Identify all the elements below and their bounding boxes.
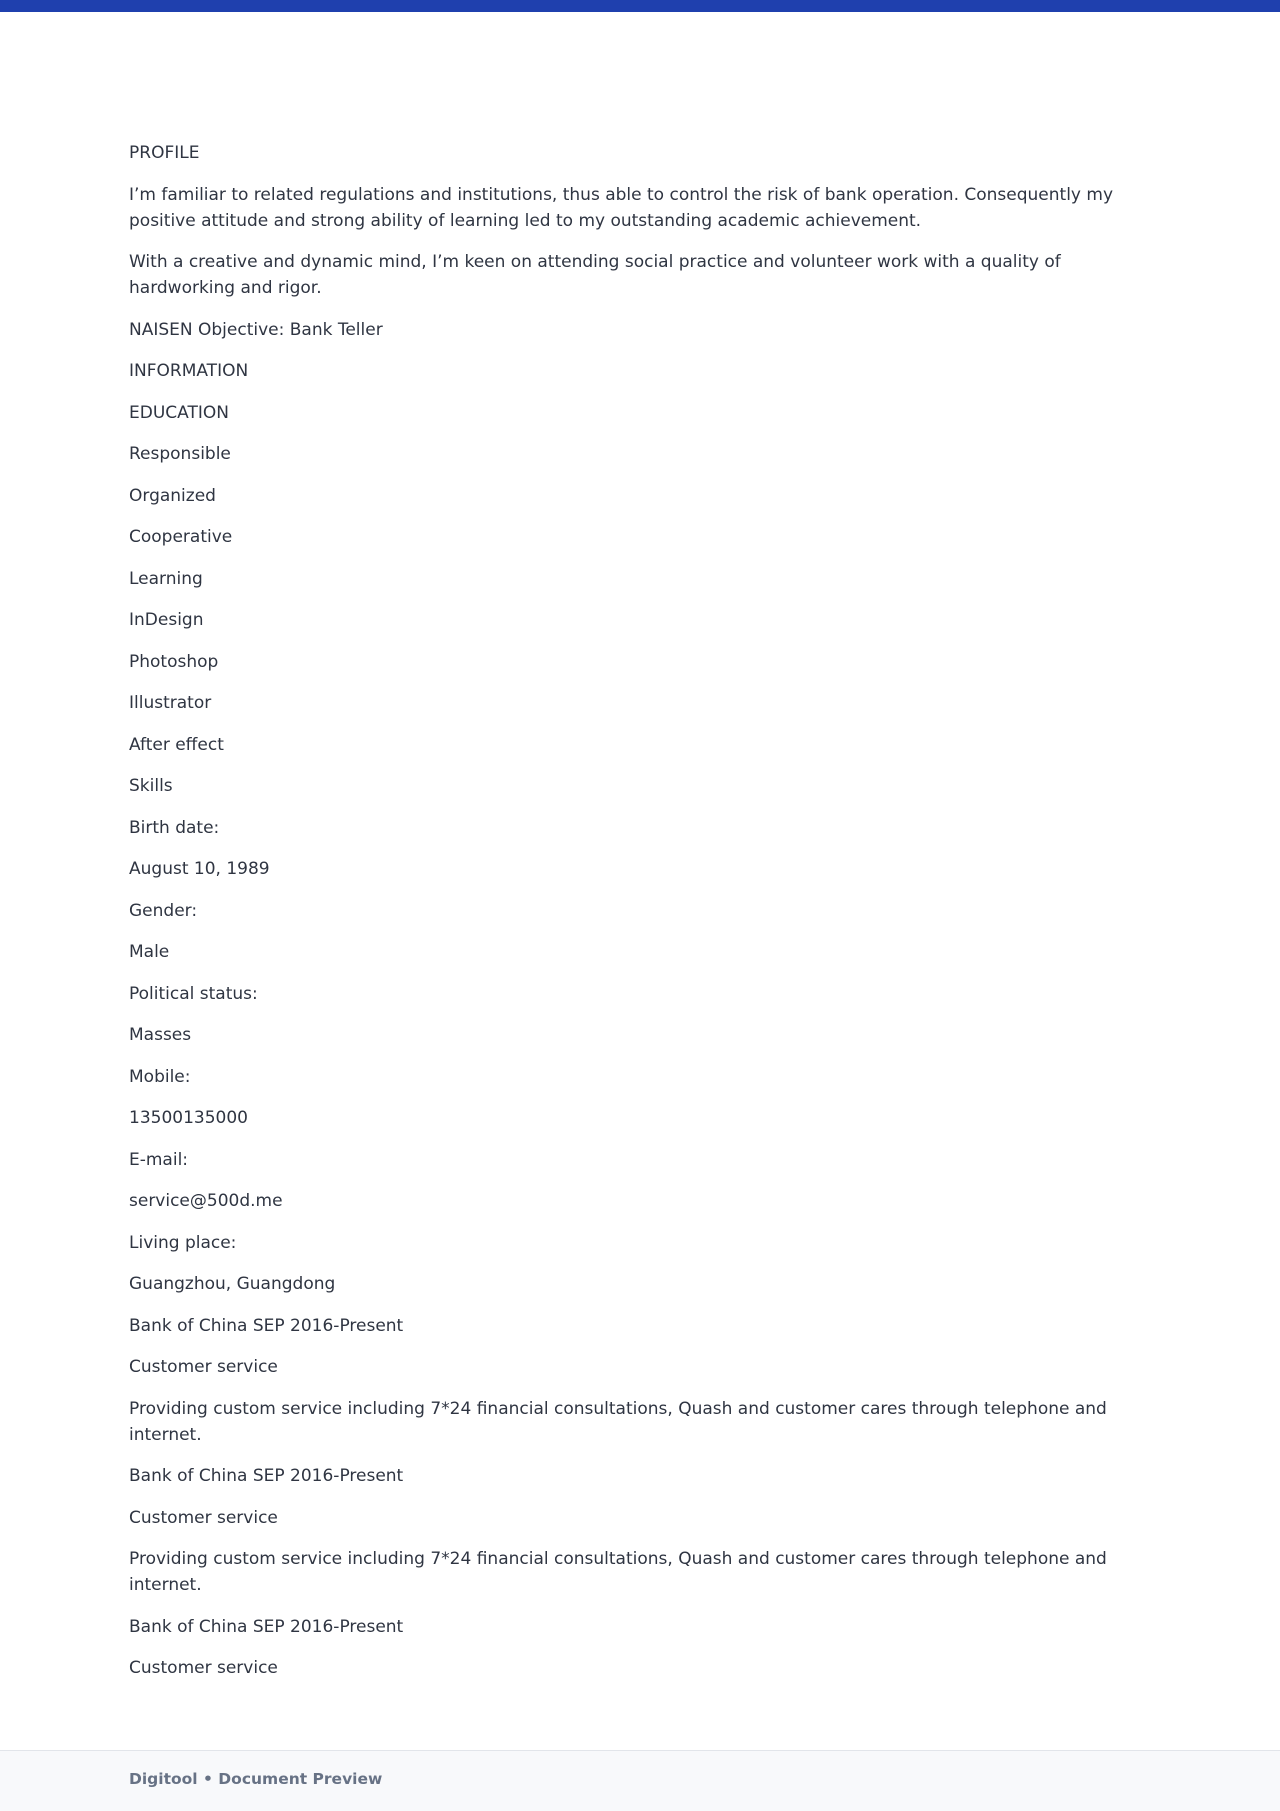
document-paragraph: Guangzhou, Guangdong <box>129 1274 336 1294</box>
document-paragraph: Customer service <box>129 1658 278 1678</box>
document-paragraph: With a creative and dynamic mind, I’m keen on attending social practice and volunteer work with a quality of hardworking and rigor. <box>129 252 1061 298</box>
document-paragraph: Political status: <box>129 983 258 1004</box>
document-paragraph: I’m familiar to related regulations and institutions, thus able to control the risk of bank operation. Consequently my positive attitude and strong ability of learning led to my outstanding academic achievement. <box>129 184 1114 231</box>
footer <box>0 1750 1280 1811</box>
document-paragraph: Mobile: <box>129 1066 191 1087</box>
document-body <box>129 140 1159 1697</box>
document-paragraph: Masses <box>129 1025 192 1045</box>
document-paragraph: Illustrator <box>129 693 212 713</box>
document-paragraph: Birth date: <box>129 817 220 838</box>
document-paragraph: Living place: <box>129 1232 237 1253</box>
document-paragraph: Bank of China SEP 2016-Present <box>129 1466 404 1486</box>
document-paragraph: Customer service <box>129 1507 278 1528</box>
document-paragraph: Male <box>129 942 170 962</box>
document-paragraph: E-mail: <box>129 1149 189 1170</box>
document-paragraph: Gender: <box>129 900 198 921</box>
document-paragraph: After effect <box>129 734 224 755</box>
document-paragraph: EDUCATION <box>129 402 229 423</box>
document-paragraph: Bank of China SEP 2016-Present <box>129 1315 404 1336</box>
document-paragraph: Customer service <box>129 1357 278 1377</box>
document-paragraph: InDesign <box>129 610 204 630</box>
document-paragraph: PROFILE <box>129 143 200 163</box>
document-paragraph: Providing custom service including 7*24 financial consultations, Quash and customer cares through telephone and internet. <box>129 1549 1107 1595</box>
document-paragraph: Responsible <box>129 444 231 464</box>
document-paragraph: August 10, 1989 <box>129 859 270 879</box>
document-paragraph: Cooperative <box>129 527 233 547</box>
document-paragraph: Skills <box>129 776 173 796</box>
footer-label: Digitool • Document Preview <box>129 1770 383 1788</box>
document-paragraph: 13500135000 <box>129 1108 248 1128</box>
document-paragraph: NAISEN Objective: Bank Teller <box>129 319 383 340</box>
document-paragraph: Bank of China SEP 2016-Present <box>129 1616 404 1637</box>
document-paragraph: Organized <box>129 485 216 506</box>
top-accent-bar <box>0 0 1280 12</box>
document-paragraph: service@500d.me <box>129 1191 283 1211</box>
document-paragraph: Providing custom service including 7*24 financial consultations, Quash and customer cares through telephone and internet. <box>129 1398 1107 1445</box>
document-paragraph: Learning <box>129 568 203 589</box>
document-paragraph: INFORMATION <box>129 361 249 381</box>
document-paragraph: Photoshop <box>129 651 219 672</box>
